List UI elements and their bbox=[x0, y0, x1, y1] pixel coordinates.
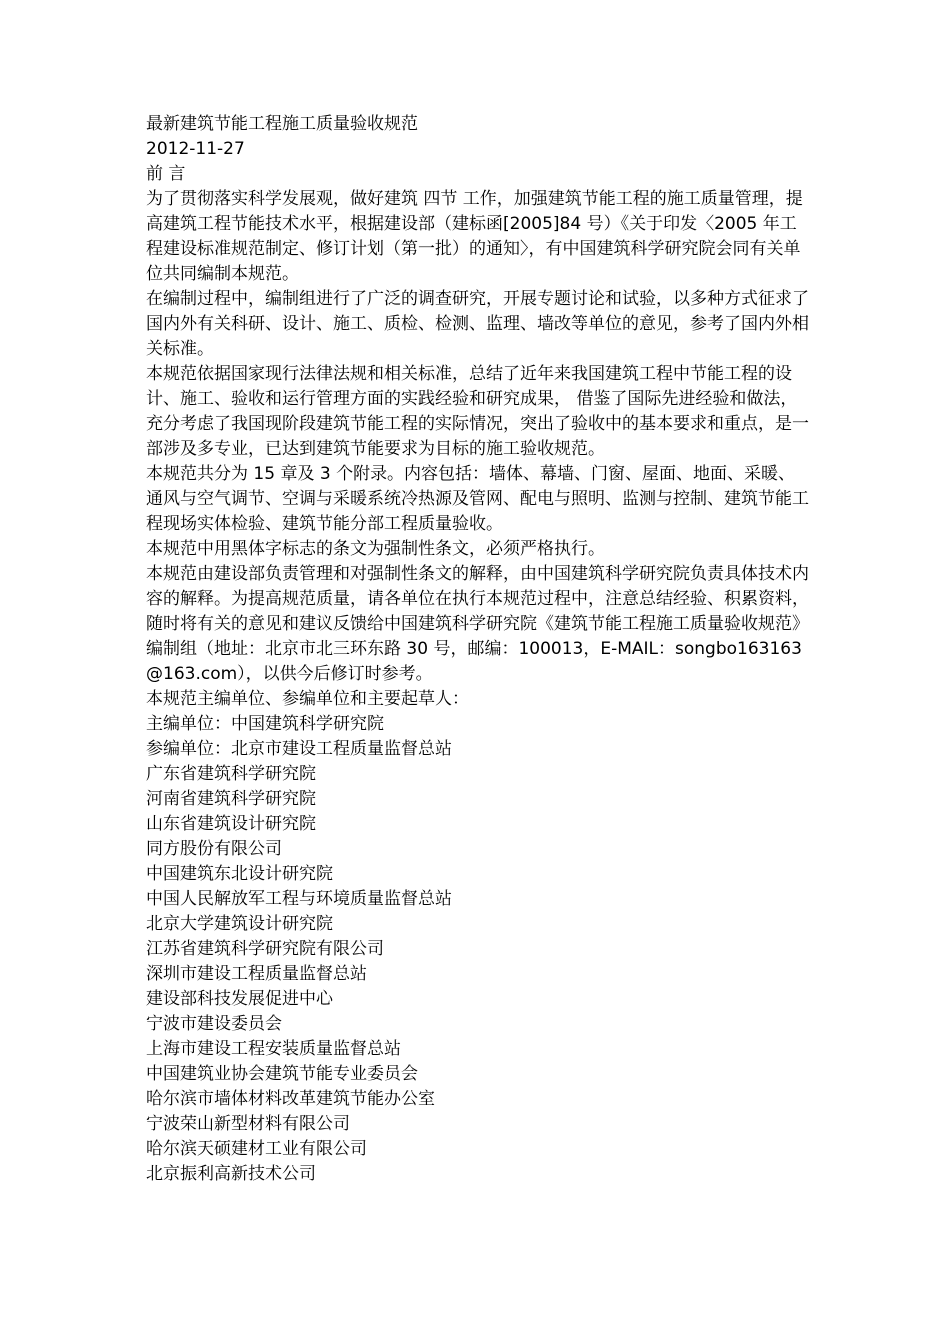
paragraph-mandatory: 本规范中用黑体字标志的条文为强制性条文，必须严格执行。 bbox=[146, 539, 605, 559]
unit-item: 哈尔滨市墙体材料改革建筑节能办公室 bbox=[146, 1089, 435, 1109]
unit-item: 同方股份有限公司 bbox=[146, 839, 282, 859]
unit-item: 宁波荣山新型材料有限公司 bbox=[146, 1114, 350, 1134]
document-date: 2012-11-27 bbox=[146, 139, 245, 159]
unit-item: 广东省建筑科学研究院 bbox=[146, 764, 316, 784]
preface-heading: 前 言 bbox=[146, 164, 186, 184]
unit-item: 主编单位：中国建筑科学研究院 bbox=[146, 714, 384, 734]
paragraph-management: 本规范由建设部负责管理和对强制性条文的解释，由中国建筑科学研究院负责具体技术内容的解释。为提高规范质量，请各单位在执行本规范过程中，注意总结经验、积累资料，随时将有关的意见和建议反馈给中国建筑科学研究院《建筑节能工程施工质量验收规范》编制组（地址：北京市北三环东路 30 号，邮编：100013，E-MAIL：songbo163163@163.com），以供今后修订时参考。 bbox=[146, 564, 809, 684]
paragraph-units-intro: 本规范主编单位、参编单位和主要起草人： bbox=[146, 689, 469, 709]
paragraph-contents: 本规范共分为 15 章及 3 个附录。内容包括：墙体、幕墙、门窗、屋面、地面、采暖、通风与空气调节、空调与采暖系统冷热源及管网、配电与照明、监测与控制、建筑节能工程现场实体检验、建筑节能分部工程质量验收。 bbox=[146, 464, 809, 534]
unit-item: 中国建筑业协会建筑节能专业委员会 bbox=[146, 1064, 418, 1084]
unit-item: 江苏省建筑科学研究院有限公司 bbox=[146, 939, 384, 959]
unit-item: 哈尔滨天硕建材工业有限公司 bbox=[146, 1139, 367, 1159]
unit-item: 河南省建筑科学研究院 bbox=[146, 789, 316, 809]
unit-item: 宁波市建设委员会 bbox=[146, 1014, 282, 1034]
unit-item: 建设部科技发展促进中心 bbox=[146, 989, 333, 1009]
document-page bbox=[146, 112, 810, 1187]
paragraph-purpose: 为了贯彻落实科学发展观，做好建筑 四节 工作，加强建筑节能工程的施工质量管理，提高建筑工程节能技术水平，根据建设部（建标函[2005]84 号）《关于印发〈2005 年工程建设标准规范制定、修订计划（第一批）的通知〉，有中国建筑科学研究院会同有关单位共同编制本规范。 bbox=[146, 189, 803, 284]
paragraph-process: 在编制过程中，编制组进行了广泛的调查研究，开展专题讨论和试验，以多种方式征求了国内外有关科研、设计、施工、质检、检测、监理、墙改等单位的意见，参考了国内外相关标准。 bbox=[146, 289, 809, 359]
unit-item: 深圳市建设工程质量监督总站 bbox=[146, 964, 367, 984]
paragraph-basis: 本规范依据国家现行法律法规和相关标准，总结了近年来我国建筑工程中节能工程的设计、施工、验收和运行管理方面的实践经验和研究成果， 借鉴了国际先进经验和做法，充分考虑了我国现阶段建筑节能工程的实际情况，突出了验收中的基本要求和重点，是一部涉及多专业，已达到建筑节能要求为目标的施工验收规范。 bbox=[146, 364, 809, 459]
unit-item: 中国建筑东北设计研究院 bbox=[146, 864, 333, 884]
unit-item: 山东省建筑设计研究院 bbox=[146, 814, 316, 834]
unit-item: 北京振利高新技术公司 bbox=[146, 1164, 316, 1184]
document-title: 最新建筑节能工程施工质量验收规范 bbox=[146, 114, 418, 134]
unit-item: 北京大学建筑设计研究院 bbox=[146, 914, 333, 934]
unit-item: 上海市建设工程安装质量监督总站 bbox=[146, 1039, 401, 1059]
unit-item: 参编单位：北京市建设工程质量监督总站 bbox=[146, 739, 452, 759]
unit-item: 中国人民解放军工程与环境质量监督总站 bbox=[146, 889, 452, 909]
